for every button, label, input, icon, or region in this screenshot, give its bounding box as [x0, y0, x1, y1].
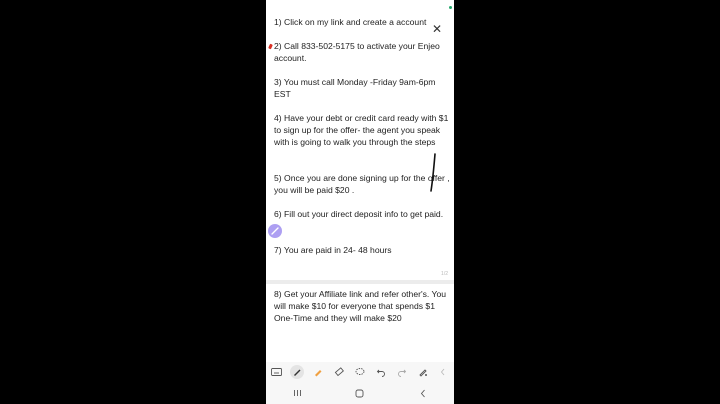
keyboard-icon[interactable]	[269, 365, 283, 379]
undo-icon[interactable]	[374, 365, 388, 379]
phone-screen	[266, 0, 454, 404]
drawing-toolbar	[266, 362, 454, 382]
note-page-2[interactable]	[266, 284, 454, 362]
note-page-1[interactable]	[266, 0, 454, 280]
note-line-7: 7) You are paid in 24- 48 hours	[274, 245, 392, 255]
system-navigation-bar	[266, 382, 454, 404]
note-line-2: 2) Call 833-502-5175 to activate your Enjeo account.	[274, 41, 440, 63]
handwritten-stroke	[426, 152, 438, 194]
back-icon[interactable]	[413, 385, 433, 401]
pen-handle-icon[interactable]	[268, 224, 282, 238]
status-dot-icon	[449, 6, 452, 9]
page-number: 1/2	[441, 271, 448, 277]
recents-icon[interactable]	[287, 385, 307, 401]
note-line-6: 6) Fill out your direct deposit info to get paid.	[274, 209, 444, 219]
note-line-3: 3) You must call Monday -Friday 9am-6pm EST	[274, 77, 436, 99]
pen-icon[interactable]	[290, 365, 304, 379]
redo-icon[interactable]	[395, 365, 409, 379]
note-line-1: 1) Click on my link and create a account	[274, 17, 427, 27]
note-line-5: 5) Once you are done signing up for the offer , you will be paid $20 .	[274, 173, 450, 195]
lasso-icon[interactable]	[353, 365, 367, 379]
highlighter-icon[interactable]	[311, 365, 325, 379]
red-ink-mark	[268, 44, 273, 50]
close-icon[interactable]: ✕	[431, 22, 443, 36]
home-icon[interactable]	[350, 385, 370, 401]
collapse-icon[interactable]	[436, 365, 450, 379]
note-line-8: 8) Get your Affiliate link and refer other's. You will make $10 for everyone that spends $1 One-Time and they will make $20	[274, 289, 447, 323]
pen-settings-icon[interactable]	[416, 365, 430, 379]
note-line-4: 4) Have your debt or credit card ready with $1 to sign up for the offer- the agent you speak with is going to walk you through the steps	[274, 113, 449, 147]
eraser-icon[interactable]	[332, 365, 346, 379]
